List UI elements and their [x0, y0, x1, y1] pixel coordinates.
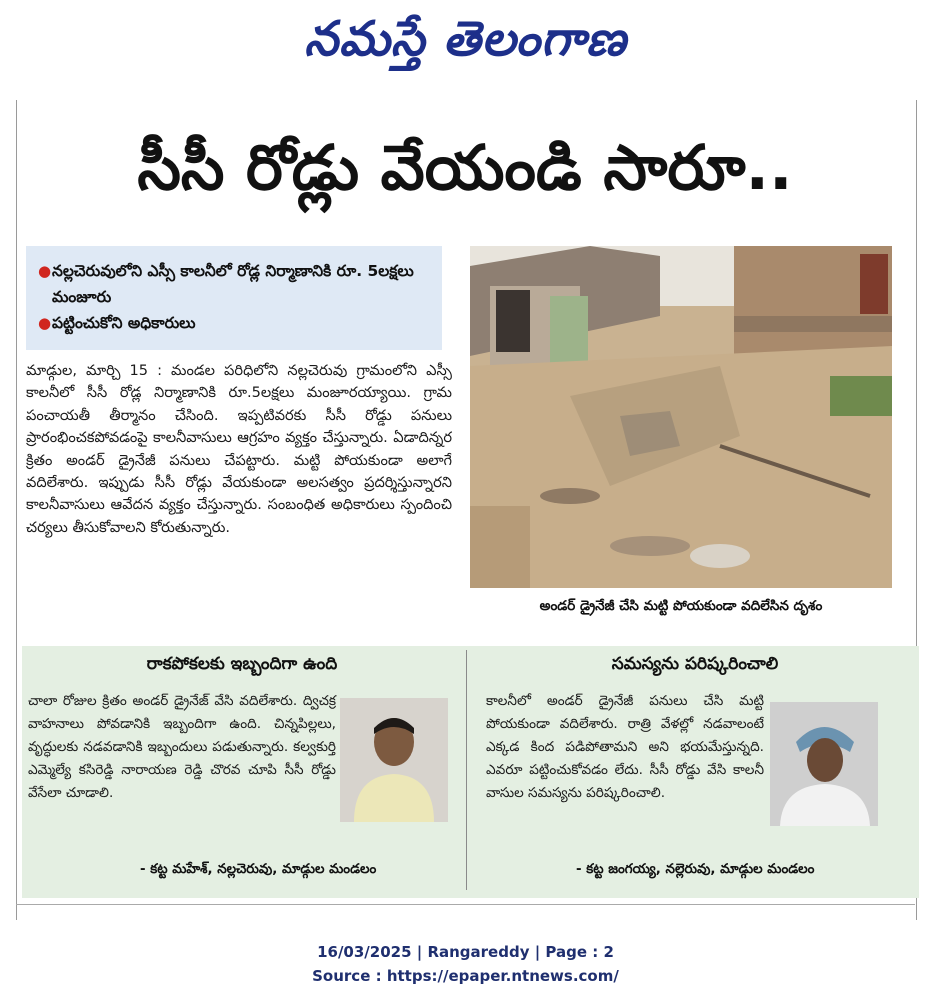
person-icon	[340, 698, 448, 822]
footer-source: Source : https://epaper.ntnews.com/	[312, 967, 619, 985]
article-photo	[470, 246, 892, 588]
quote-box-left	[22, 646, 462, 898]
portrait-photo	[770, 702, 878, 826]
quote-signature: - కట్ట మహేశ్, నల్లచెరువు, మాడ్గుల మండలం	[140, 862, 377, 877]
quote-title: రాకపోకలకు ఇబ్బందిగా ఉంది	[146, 654, 338, 674]
highlight-text: పట్టించుకోని అధికారులు	[52, 314, 196, 332]
footer-date-edition: 16/03/2025 | Rangareddy | Page : 2	[317, 943, 614, 961]
person-icon	[770, 702, 878, 826]
article-body: మాడ్గుల, మార్చి 15 : మండల పరిధిలోని నల్లచెరువు గ్రామంలోని ఎస్సీ కాలనీలో సీసీ రోడ్ల నిర్మాణానికి రూ.5లక్షలు మంజూరయ్యాయి. గ్రామ పంచాయతీ తీర్మానం చేసింది. ఇప్పటివరకు సీసీ రోడ్డు పనులు ప్రారంభించకపోవడంపై కాలనీవాసులు ఆగ్రహం వ్యక్తం చేస్తున్నారు. ఏడాదిన్నర క్రితం అండర్ డ్రైనేజీ పనులు చేపట్టారు. మట్టి పోయకుండా అలాగే వదిలేశారు. ఇప్పుడు సీసీ రోడ్లు వేయకుండా అలసత్వం ప్రదర్శిస్తున్నారని కాలనీవాసులు ఆవేదన వ్యక్తం చేస్తున్నారు. సంబంధిత అధికారులు స్పందించి చర్యలు తీసుకోవాలని కోరుతున్నారు.	[26, 362, 452, 536]
highlights-box	[26, 246, 442, 350]
highlight-item	[36, 310, 432, 336]
photo-caption: అండర్ డ్రైనేజీ చేసి మట్టి పోయకుండా వదిలేసిన దృశం	[539, 598, 823, 614]
bullet-icon: ●	[38, 262, 52, 280]
headline: సీసీ రోడ్లు వేయండి సారూ..	[137, 131, 793, 204]
highlight-text: నల్లచెరువులోని ఎస్సీ కాలనీలో రోడ్ల నిర్మాణానికి రూ. 5లక్షలు మంజూరు	[52, 262, 414, 306]
portrait-photo	[340, 698, 448, 822]
footer-rule	[16, 904, 915, 921]
quote-body: కాలనీలో అండర్ డ్రైనేజీ పనులు చేసి మట్టి పోయకుండా వదిలేశారు. రాత్రి వేళల్లో నడవాలంటే ఎక్కడ కింద పడిపోతామని అని భయమేస్తున్నది. ఎవరూ పట్టించుకోవడం లేదు. సీసీ రోడ్డు వేసి కాలనీ వాసుల సమస్యను పరిష్కరించాలి.	[486, 693, 764, 801]
masthead	[0, 0, 931, 78]
bullet-icon: ●	[38, 314, 52, 332]
quotes-divider	[466, 650, 467, 890]
quote-box-right	[472, 646, 918, 898]
footer	[0, 940, 931, 988]
masthead-logo: నమస్తే తెలంగాణ	[304, 11, 627, 67]
village-drain-photo	[470, 246, 892, 588]
highlight-item	[36, 258, 432, 310]
quote-title: సమస్యను పరిష్కరించాలి	[611, 654, 779, 674]
quote-signature: - కట్ట జంగయ్య, నల్లెరువు, మాడ్గుల మండలం	[576, 862, 815, 877]
quote-body: చాలా రోజుల క్రితం అండర్ డ్రైనేజ్ వేసి వదిలేశారు. ద్విచక్ర వాహనాలు పోవడానికి ఇబ్బందిగా ఉంది. చిన్నపిల్లలు, వృద్ధులకు నడవడానికి ఇబ్బందులు పడుతున్నారు. కల్వకుర్తి ఎమ్మెల్యే కసిరెడ్డి నారాయణ రెడ్డి చొరవ చూపి సీసీ రోడ్డు వేసేలా చూడాలి.	[28, 693, 336, 801]
